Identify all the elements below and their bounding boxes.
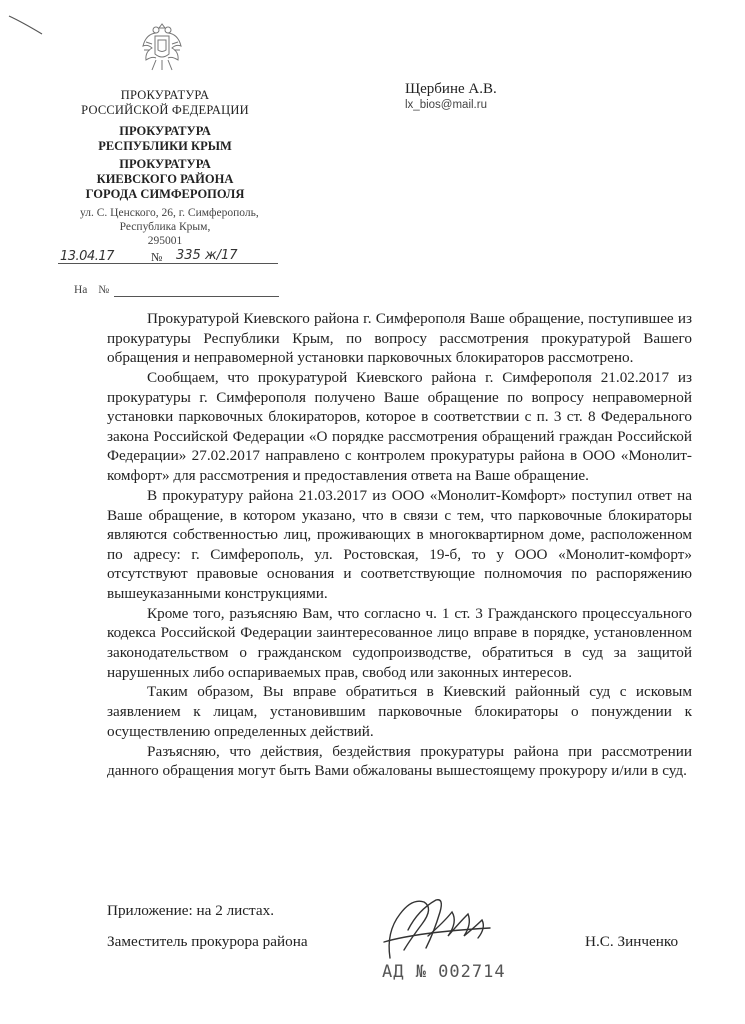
number-label: № <box>151 250 163 264</box>
body-paragraph: Сообщаем, что прокуратурой Киевского района г. Симферополя 21.02.2017 из прокуратуры г. Симферополя получено Ваше обращение по вопросу неправомерной установки парковочных блокираторов, которое в соответствии с п. 3 ст. 8 Федерального закона Российской Федерации «О порядке рассмотрения обращений граждан Российской Федерации» 27.02.2017 направлено с контролем прокуратуры района в ООО «Монолит-комфорт» для рассмотрения и предоставления ответа на Ваше обращение. <box>107 369 692 485</box>
addressee-name: Щербине А.В. <box>405 81 497 97</box>
body-paragraph: Кроме того, разъясняю Вам, что согласно ч. 1 ст. 3 Гражданского процессуального кодекса Российской Федерации заинтересованное лицо вправе в порядке, установленном законодательством о гражданском судопроизводстве, обратиться в суд за защитой нарушенных либо оспариваемых прав, свобод или законных интересов. <box>107 604 692 681</box>
handwritten-date: 13.04.17 <box>60 249 114 264</box>
outgoing-reference <box>58 248 288 268</box>
body-paragraph: Таким образом, Вы вправе обратиться в Киевский районный суд с исковым заявлением к лицам, установившим парковочные блокираторы о понуждении к осуществлению определенных действий. <box>107 683 692 740</box>
org-header-line: ПРОКУРАТУРА <box>119 157 211 171</box>
reference-underline <box>58 263 278 264</box>
body-paragraph: В прокуратуру района 21.03.2017 из ООО «Монолит-Комфорт» поступил ответ на Ваше обращение, в котором указано, что в связи с тем, что парковочные блокираторы являются собственностью лиц, проживающих в многоквартирном доме, расположенном по адресу: г. Симферополь, ул. Ростовская, 19-б, то у ООО «Монолит-комфорт» отсутствуют правовые основания и соответствующие полномочия по распоряжению вышеуказанными конструкциями. <box>107 486 692 602</box>
body-paragraph: Прокуратурой Киевского района г. Симферополя Ваше обращение, поступившее из прокуратуры Республики Крым, по вопросу рассмотрения прокуратурой Вашего обращения и неправомерной установки парковочных блокираторов рассмотрено. <box>107 310 692 367</box>
address-line: ул. С. Ценского, 26, г. Симферополь, <box>80 207 259 219</box>
org-address <box>80 206 259 248</box>
letter-body <box>107 309 692 781</box>
form-number: АД № 002714 <box>382 962 506 982</box>
corner-pen-mark <box>8 14 44 38</box>
signer-name: Н.С. Зинченко <box>585 933 679 950</box>
org-header-line: КИЕВСКОГО РАЙОНА <box>96 172 234 186</box>
addressee-email: lx_bios@mail.ru <box>405 99 487 111</box>
org-header-district <box>80 157 250 202</box>
handwritten-number: 335 ж/17 <box>176 248 238 263</box>
org-header-line: РОССИЙСКОЙ ФЕДЕРАЦИИ <box>81 103 249 117</box>
incoming-reference <box>74 284 294 296</box>
org-header-line: ГОРОДА СИМФЕРОПОЛЯ <box>85 187 245 201</box>
on-number-label: № <box>98 284 110 296</box>
org-header-crimea <box>80 124 250 154</box>
org-header-rf <box>80 88 250 118</box>
address-line: 295001 <box>147 235 183 247</box>
body-paragraph: Разъясняю, что действия, бездействия прокуратуры района при рассмотрении данного обращения могут быть Вами обжалованы вышестоящему прокурору и/или в суд. <box>107 742 692 780</box>
attachment-note: Приложение: на 2 листах. <box>107 902 274 919</box>
address-line: Республика Крым, <box>119 221 211 233</box>
handwritten-signature <box>378 892 508 962</box>
addressee <box>405 80 497 112</box>
org-header-line: ПРОКУРАТУРА <box>120 88 210 102</box>
signer-title: Заместитель прокурора района <box>107 933 308 950</box>
org-header-line: ПРОКУРАТУРА <box>119 124 211 138</box>
on-label: На <box>74 284 88 296</box>
incoming-underline <box>114 296 279 297</box>
org-header-line: РЕСПУБЛИКИ КРЫМ <box>98 139 232 153</box>
coat-of-arms-icon <box>140 20 184 74</box>
